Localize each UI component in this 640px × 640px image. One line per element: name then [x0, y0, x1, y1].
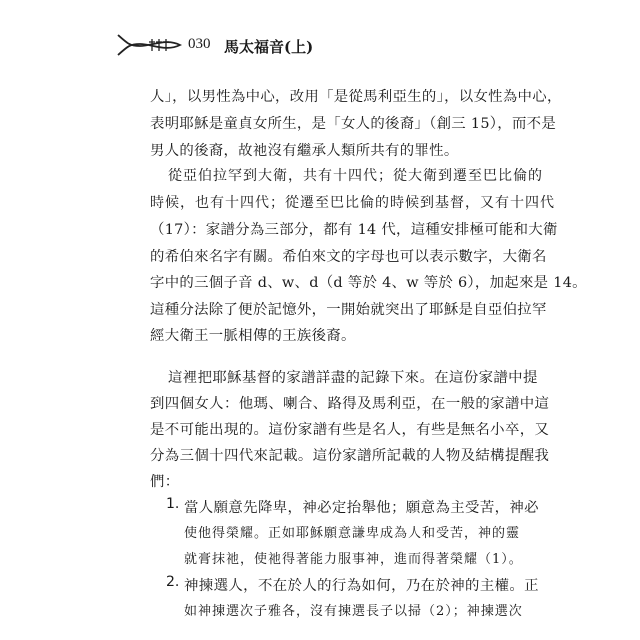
text-line: 們： — [150, 474, 180, 490]
text-line: （17）：家譜分為三部分，都有 14 代，這種安排極可能和大衛 — [150, 222, 558, 238]
text-line: 人」，以男性為中心，改用「是從馬利亞生的」，以女性為中心， — [150, 89, 562, 105]
quote-line: 時候，也有十四代；從遷至巴比倫的時候到基督，又有十四代 — [150, 195, 555, 211]
list-item-line: 使他得榮耀。正如耶穌願意謙卑成為人和受苦，神的靈 — [184, 526, 521, 541]
text-line: 表明耶穌是童貞女所生，是「女人的後裔」（創三 15），而不是 — [150, 116, 557, 132]
text-line: 男人的後裔，故祂沒有繼承人類所共有的罪性。 — [150, 143, 459, 159]
ichthys-fish-icon — [116, 32, 182, 58]
text-line: 分為三個十四代來記載。這份家譜所記載的人物及結構提醒我 — [150, 448, 550, 464]
text-line: 這裡把耶穌基督的家譜詳盡的記錄下來。在這份家譜中提 — [168, 370, 538, 386]
list-item-line: 神揀選人，不在於人的行為如何，乃在於神的主權。正 — [184, 578, 539, 594]
text-line: 字中的三個子音 d、w、d（d 等於 4、w 等於 6），加起來是 14。 — [150, 275, 587, 291]
text-line: 這種分法除了便於記憶外，一開始就突出了耶穌是自亞伯拉罕 — [150, 302, 547, 318]
text-line: 經大衛王一脈相傳的王族後裔。 — [150, 328, 356, 344]
list-item-number: 2. — [166, 574, 180, 590]
page-number: 030 — [188, 36, 211, 52]
list-item-number: 1. — [166, 496, 180, 512]
text-line: 到四個女人：他瑪、喇合、路得及馬利亞，在一般的家譜中這 — [150, 396, 550, 412]
quote-line: 從亞伯拉罕到大衛，共有十四代；從大衛到遷至巴比倫的 — [168, 168, 543, 184]
list-item-line: 如神揀選次子雅各，沒有揀選長子以掃（2）；神揀選次 — [184, 604, 523, 619]
list-item-line: 就膏抹祂，使祂得著能力服事神，進而得著榮耀（1）。 — [184, 552, 523, 567]
list-item-line: 當人願意先降卑，神必定抬舉他；願意為主受苦，神必 — [184, 500, 539, 516]
text-line: 是不可能出現的。這份家譜有些是名人，有些是無名小卒，又 — [150, 422, 550, 438]
text-line: 的希伯來名字有關。希伯來文的字母也可以表示數字，大衛名 — [150, 249, 547, 265]
book-title: 馬太福音(上) — [224, 38, 314, 56]
